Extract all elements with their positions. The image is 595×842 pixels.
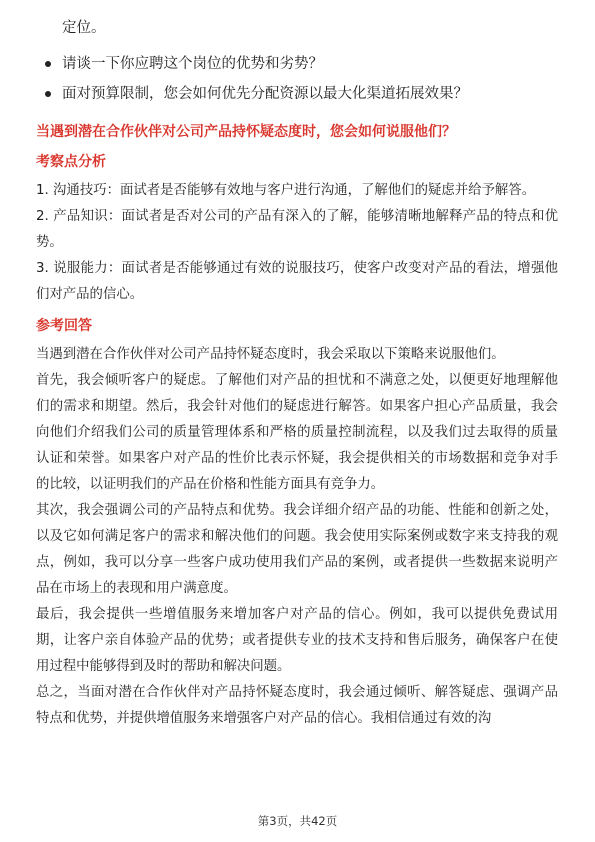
answer-paragraph: 总之，当面对潜在合作伙伴对产品持怀疑态度时，我会通过倾听、解答疑虑、强调产品特点和优势，并提供增值服务来增强客户对产品的信心。我相信通过有效的沟: [36, 685, 558, 726]
continued-text: 定位。: [62, 20, 106, 36]
question-list: [36, 52, 576, 112]
analysis-heading: 考察点分析: [36, 154, 106, 170]
list-item-text: 请谈一下你应聘这个岗位的优势和劣势？: [62, 56, 323, 72]
answer-paragraph: 首先，我会倾听客户的疑虑。了解他们对产品的担忧和不满意之处，以便更好地理解他们的需求和期望。然后，我会针对他们的疑虑进行解答。如果客户担心产品质量，我会向他们介绍我们公司的质量管理体系和严格的质量控制流程，以及我们过去取得的质量认证和荣誉。如果客户对产品的性价比表示怀疑，我会提供相关的市场数据和竞争对手的比较，以证明我们的产品在价格和性能方面具有竞争力。: [36, 373, 558, 492]
list-item: [36, 82, 576, 112]
answer-paragraph: 最后，我会提供一些增值服务来增加客户对产品的信心。例如，我可以提供免费试用期，让客户亲自体验产品的优势；或者提供专业的技术支持和售后服务，确保客户在使用过程中能够得到及时的帮助和解决问题。: [36, 607, 558, 674]
answer-heading: 参考回答: [36, 318, 92, 334]
analysis-point: 3. 说服能力：面试者是否能够通过有效的说服技巧，使客户改变对产品的看法，增强他们对产品的信心。: [36, 261, 558, 302]
list-item-text: 面对预算限制，您会如何优先分配资源以最大化渠道拓展效果？: [62, 86, 468, 102]
analysis-point: 2. 产品知识：面试者是否对公司的产品有深入的了解，能够清晰地解释产品的特点和优势。: [36, 209, 558, 250]
question-heading: 当遇到潜在合作伙伴对公司产品持怀疑态度时，您会如何说服他们？: [36, 124, 456, 140]
answer-paragraph: 其次，我会强调公司的产品特点和优势。我会详细介绍产品的功能、性能和创新之处，以及它如何满足客户的需求和解决他们的问题。我会使用实际案例或数字来支持我的观点，例如，我可以分享一些客户成功使用我们产品的案例，或者提供一些数据来说明产品在市场上的表现和用户满意度。: [36, 503, 558, 596]
page-number: 第3页，共42页: [257, 814, 338, 828]
main-content: [36, 122, 558, 732]
list-item: [36, 52, 576, 82]
bullet-icon: [45, 91, 51, 97]
answer-paragraph: 当遇到潜在合作伙伴对公司产品持怀疑态度时，我会采取以下策略来说服他们。: [36, 347, 505, 362]
bullet-icon: [45, 61, 51, 67]
analysis-point: 1. 沟通技巧：面试者是否能够有效地与客户进行沟通，了解他们的疑虑并给予解答。: [36, 183, 536, 198]
